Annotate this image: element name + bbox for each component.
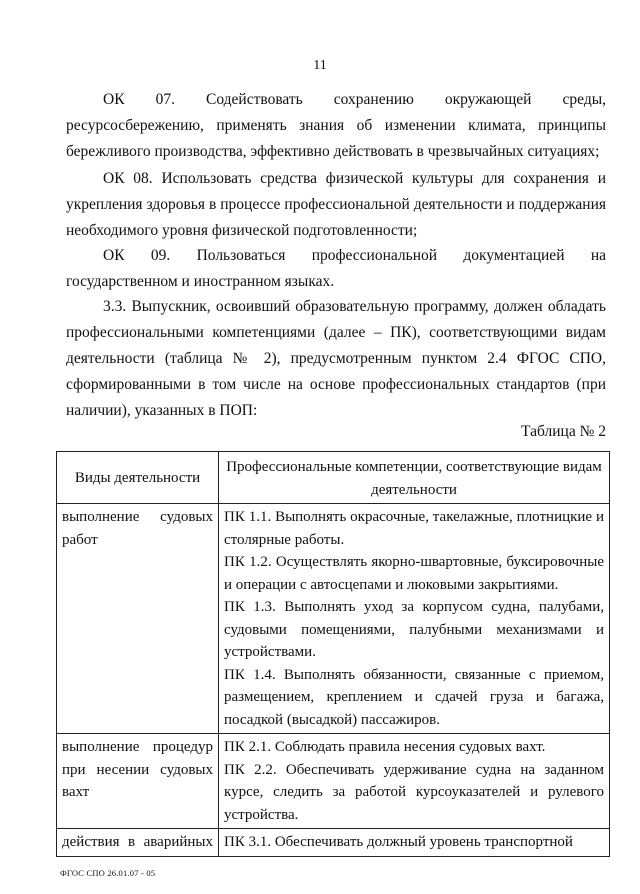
table-row [57, 504, 610, 734]
competency-item: ПК 2.2. Обеспечивать удерживание судна на заданном курсе, следить за работой курсоуказателей и рулевого устройства. [224, 761, 604, 823]
paragraph-ok09: ОК 09. Пользоваться профессиональной документацией на государственном и иностранном языках. [66, 247, 606, 290]
competency-item: ПК 1.4. Выполнять обязанности, связанные с приемом, размещением, креплением и сдачей груза и багажа, посадкой (высадкой) пассажиров. [224, 666, 604, 728]
activity-cell: выполнение судовых работ [57, 504, 219, 734]
paragraph-ok07: ОК 07. Содействовать сохранению окружающей среды, ресурсосбережению, применять знания об изменении климата, принципы бережливого производства, эффективно действовать в чрезвычайных ситуациях; [66, 91, 606, 160]
competencies-cell [219, 734, 610, 829]
competency-item: ПК 1.2. Осуществлять якорно-швартовные, буксировочные и операции с автосцепами и люковыми закрытиями. [224, 554, 604, 593]
competency-item: ПК 3.1. Обеспечивать должный уровень транспортной [224, 834, 573, 850]
paragraph-3-3: 3.3. Выпускник, освоивший образовательную программу, должен обладать профессиональными компетенциями (далее – ПК), соответствующими видам деятельности (таблица № 2), предусмотренным пунктом 2.4 ФГОС СПО, сформированными в том числе на основе профессиональных стандартов (при наличии), указанных в ПОП: [66, 298, 606, 419]
table-caption: Таблица № 2 [521, 423, 606, 440]
table-header-row [57, 452, 610, 504]
competencies-table [56, 451, 610, 857]
competency-item: ПК 1.3. Выполнять уход за корпусом судна, палубами, судовыми помещениями, палубными механизмами и устройствами. [224, 599, 604, 660]
table-row [57, 734, 610, 829]
header-activity: Виды деятельности [57, 452, 219, 504]
activity-cell: выполнение процедур при несении судовых вахт [57, 734, 219, 829]
competency-item: ПК 2.1. Соблюдать правила несения судовых вахт. [224, 739, 546, 755]
page-number: 11 [313, 58, 327, 73]
competencies-cell [219, 504, 610, 734]
activity-cell: действия в аварийных [57, 829, 219, 857]
header-competencies: Профессиональные компетенции, соответствующие видам деятельности [219, 452, 610, 504]
competency-item: ПК 1.1. Выполнять окрасочные, такелажные, плотницкие и столярные работы. [224, 509, 604, 548]
table-row [57, 829, 610, 857]
document-footer: ФГОС СПО 26.01.07 - 05 [60, 868, 156, 878]
competencies-cell [219, 829, 610, 857]
paragraph-ok08: ОК 08. Использовать средства физической культуры для сохранения и укрепления здоровья в процессе профессиональной деятельности и поддержания необходимого уровня физической подготовленности; [66, 170, 606, 239]
